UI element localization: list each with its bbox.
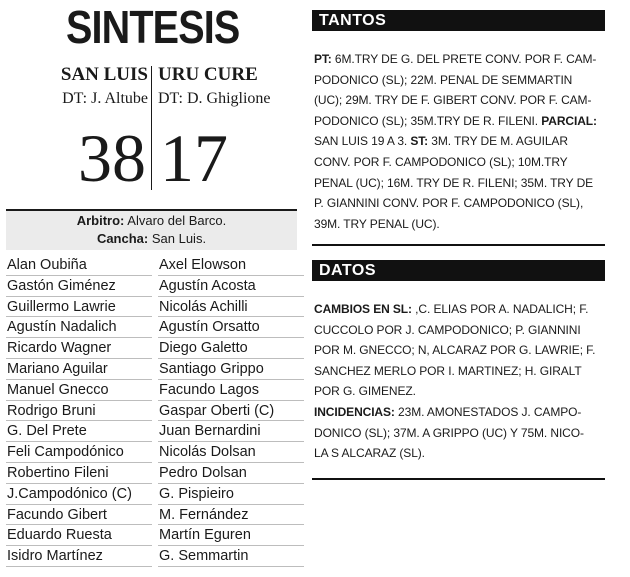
referee-line — [6, 212, 297, 230]
text-segment: PODONICO (SL); 22M. PENAL DE SEMMARTIN — [314, 72, 573, 87]
home-player: Agustín Nadalich — [6, 317, 152, 338]
text-segment: 6M.TRY DE G. DEL PRETE CONV. POR F. CAM- — [331, 52, 597, 66]
bold-label: PT: — [314, 52, 332, 66]
referee-name: Alvaro del Barco. — [127, 213, 227, 228]
bold-label: PARCIAL: — [541, 113, 597, 128]
text-line — [314, 443, 604, 464]
away-player: M. Fernández — [158, 505, 304, 526]
text-line — [314, 49, 604, 70]
away-lineup — [158, 255, 304, 567]
away-player: Diego Galetto — [158, 338, 304, 359]
text-segment: 3M. TRY DE M. AGUILAR — [428, 134, 568, 149]
away-player: Nicolás Dolsan — [158, 442, 304, 463]
home-player: Ricardo Wagner — [6, 338, 152, 359]
away-player: Gaspar Oberti (C) — [158, 401, 304, 422]
venue-name: San Luis. — [151, 231, 207, 246]
bold-label: ST: — [410, 134, 429, 149]
away-player: G. Semmartin — [158, 546, 304, 567]
text-line — [314, 320, 604, 341]
match-info-box — [6, 209, 297, 250]
text-line — [314, 70, 604, 91]
text-segment: P. GIANNINI CONV. POR F. CAMPODONICO (SL), — [314, 196, 584, 211]
text-segment: LA S ALCARAZ (SL). — [314, 446, 425, 461]
text-line — [314, 361, 604, 382]
text-line — [314, 423, 604, 444]
text-segment: POR M. GNECCO; N, ALCARAZ POR G. LAWRIE; F. — [314, 343, 596, 358]
away-team-name: URU CURE — [158, 64, 258, 85]
home-player: Feli Campodónico — [6, 442, 152, 463]
text-line — [314, 131, 604, 152]
text-segment: PODONICO (SL); 35M.TRY DE R. FILENI. — [314, 113, 542, 128]
text-segment: PENAL (UC); 16M. TRY DE R. FILENI; 35M. TRY DE — [314, 175, 594, 190]
home-player: Alan Oubiña — [6, 255, 152, 276]
datos-bottom-rule — [312, 478, 605, 480]
text-line — [314, 193, 604, 214]
venue-line — [6, 230, 297, 248]
text-segment: SAN LUIS 19 A 3. — [314, 134, 411, 149]
text-segment: 39M. TRY PENAL (UC). — [314, 216, 440, 231]
text-line — [314, 214, 604, 235]
home-player: J.Campodónico (C) — [6, 484, 152, 505]
home-player: Guillermo Lawrie — [6, 297, 152, 318]
away-player: Agustín Acosta — [158, 276, 304, 297]
away-player: Pedro Dolsan — [158, 463, 304, 484]
referee-label: Arbitro: — [76, 213, 125, 228]
tantos-text — [314, 49, 604, 234]
home-player: Robertino Fileni — [6, 463, 152, 484]
text-line — [314, 299, 604, 320]
home-player: Gastón Giménez — [6, 276, 152, 297]
bold-label: INCIDENCIAS: — [314, 404, 395, 419]
home-player: Isidro Martínez — [6, 546, 152, 567]
away-score: 17 — [160, 120, 228, 196]
away-player: Santiago Grippo — [158, 359, 304, 380]
away-player: Axel Elowson — [158, 255, 304, 276]
home-player: G. Del Prete — [6, 421, 152, 442]
home-player: Mariano Aguilar — [6, 359, 152, 380]
text-segment: 23M. AMONESTADOS J. CAMPO- — [394, 404, 582, 419]
datos-text — [314, 299, 604, 464]
away-player: G. Pispieiro — [158, 484, 304, 505]
team-divider — [151, 66, 152, 190]
away-player: Martín Eguren — [158, 525, 304, 546]
home-player: Eduardo Ruesta — [6, 525, 152, 546]
home-score: 38 — [78, 120, 146, 196]
home-lineup — [6, 255, 152, 567]
text-line — [314, 381, 604, 402]
away-player: Agustín Orsatto — [158, 317, 304, 338]
text-line — [314, 402, 604, 423]
text-segment: DONICO (SL); 37M. A GRIPPO (UC) Y 75M. NICO- — [314, 425, 584, 440]
text-segment: CONV. POR F. CAMPODONICO (SL); 10M.TRY — [314, 154, 568, 169]
text-segment: (UC); 29M. TRY DE F. GIBERT CONV. POR F. CAM- — [314, 93, 592, 108]
away-player: Juan Bernardini — [158, 421, 304, 442]
datos-header: DATOS — [312, 260, 605, 281]
tantos-bottom-rule — [312, 244, 605, 246]
text-segment: POR G. GIMENEZ. — [314, 384, 416, 399]
home-coach: DT: J. Altube — [62, 90, 148, 107]
text-line — [314, 152, 604, 173]
text-line — [314, 111, 604, 132]
page-title: SINTESIS — [66, 1, 240, 53]
away-coach: DT: D. Ghiglione — [158, 90, 271, 107]
venue-label: Cancha: — [96, 231, 149, 246]
home-player: Manuel Gnecco — [6, 380, 152, 401]
text-segment: CUCCOLO POR J. CAMPODONICO; P. GIANNINI — [314, 322, 581, 337]
home-player: Facundo Gibert — [6, 505, 152, 526]
home-team-name: SAN LUIS — [60, 64, 148, 85]
text-segment: SANCHEZ MERLO POR I. MARTINEZ; H. GIRALT — [314, 363, 582, 378]
home-player: Rodrigo Bruni — [6, 401, 152, 422]
bold-label: CAMBIOS EN SL: — [314, 302, 412, 316]
away-player: Nicolás Achilli — [158, 297, 304, 318]
tantos-header: TANTOS — [312, 10, 605, 31]
text-line — [314, 173, 604, 194]
text-line — [314, 340, 604, 361]
text-line — [314, 90, 604, 111]
away-player: Facundo Lagos — [158, 380, 304, 401]
text-segment: ,C. ELIAS POR A. NADALICH; F. — [411, 302, 589, 316]
